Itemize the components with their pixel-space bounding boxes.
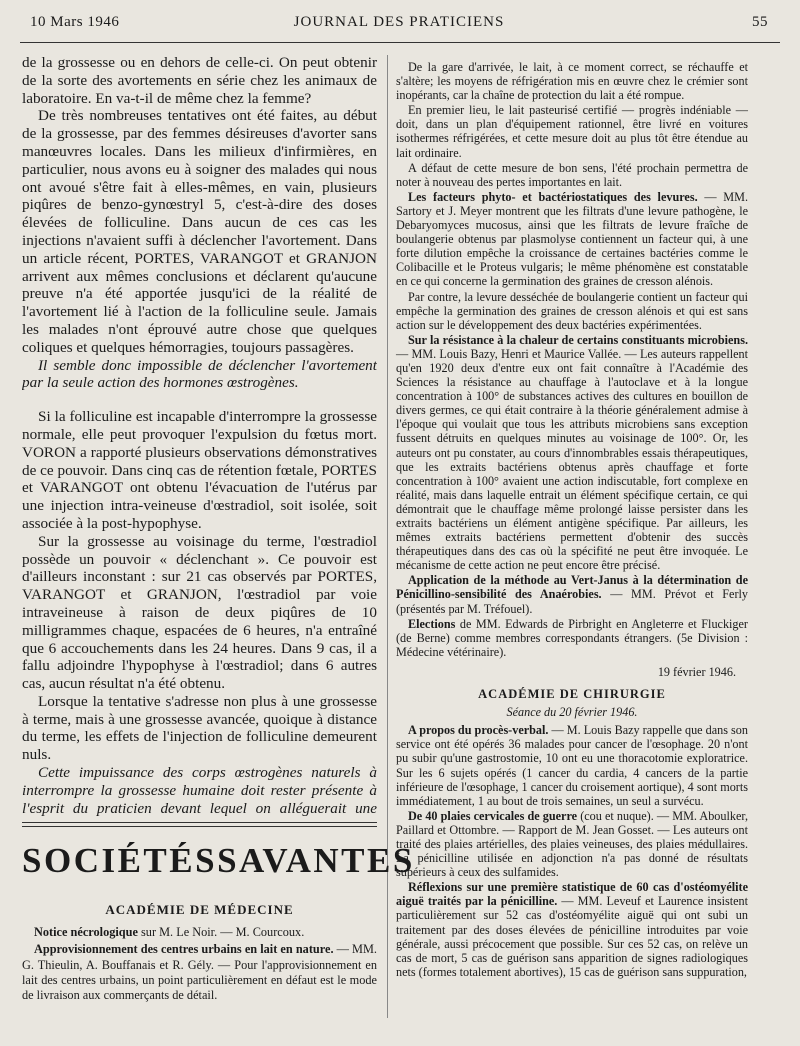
entry xyxy=(396,723,748,808)
title-word: SAVANTES xyxy=(217,841,415,880)
entry-text: — MM. Louis Bazy, Henri et Maurice Vallée. — Les auteurs rappellent qu'en 1920 deux d'entre eux ont fait connaître à l'Académie des Sciences la résistance au chauffage à l'autoclave et à la longue concentration à 100° de substances actives des cultures en bouillon de divers germes, ce qui était contraire à la théorie généralement admise à l'époque qui voulait que tous les attributs microbiens sans exception fussent détruits en quelques minutes au voisinage de 100°. Or, les auteurs ont pu constater, au cours d'innombrables essais thérapeutiques, que les extraits bactériens obtenus après chauffage et forte concentration à 100° avaient une action indiscutable, fort complexe en réalité, mais dans laquelle entrait un élément spécifique certain, ce qui démontrait que le chauffage même prolongé laisse persister dans les extraits bactériens un élément antigène spécifique. Par ailleurs, les mêmes extraits bactériens permettent d'obtenir des succès thérapeutiques dans des cas où la spécifité ne peut être invoquée. Le mécanisme de cette action ne peut encore être précisé. xyxy=(396,346,748,573)
entry-text: — MM. Sartory et J. Meyer montrent que les filtrats d'une levure pathogène, le Debaryomyces mucosus, ainsi que les filtrats de levure fraîche de boulangerie obtenus par plasmolyse contiennent un facteur qui, à une forte dilution empêche la croissance de certaines bactéries comme le Colibacille et le Proteus vulgaris; le même phénomène est constatable en ce qui concerne la germination des graines de cresson alénois. xyxy=(396,189,748,289)
paragraph: Cette impuissance des corps œstrogènes naturels à interrompre la grossesse humaine doit rester présente à l'esprit du praticien devant lequel on alléguerait une xyxy=(22,764,377,817)
paragraph: De la gare d'arrivée, le lait, à ce moment correct, se réchauffe et s'altère; les moyens de réfrigération mis en œuvre chez le crémier sont inopérants, car la chaîne de protection du lait a été rompue. xyxy=(396,60,748,103)
entry-text: — MM. Prévot et Ferly (présentés par M. Tréfouel). xyxy=(396,587,748,616)
academy-heading: ACADÉMIE DE MÉDECINE xyxy=(105,902,294,917)
entry-title: Notice nécrologique xyxy=(34,925,138,940)
entry xyxy=(396,190,748,289)
entry xyxy=(396,333,748,573)
right-column xyxy=(396,60,748,980)
header-rule xyxy=(20,42,780,43)
paragraph: En premier lieu, le lait pasteurisé certifié — progrès indéniable — doit, dans un plan d'équipement rationnel, être livré en voitures isothermes réfrigérées, et cette mesure doit au plus tôt être étendue au lait ordinaire. xyxy=(396,103,748,160)
title-word: SOCIÉTÉS xyxy=(22,841,218,880)
seance-date: Séance du 20 février 1946. xyxy=(506,705,638,720)
entry-title: Les facteurs phyto- et bactériostatiques des levures. xyxy=(408,189,698,204)
entry xyxy=(22,925,377,940)
societes-savantes-banner xyxy=(22,822,415,891)
academy-heading: ACADÉMIE DE CHIRURGIE xyxy=(478,687,666,702)
paragraph: Si la folliculine est incapable d'interrompre la grossesse normale, elle peut provoquer l'expulsion du fœtus mort. VORON a rapporté plusieurs observations démonstratives de ce pouvoir. Dans cinq cas de rétention fœtale, PORTES et VARANGOT ont obtenu l'évacuation de l'utérus par une injection intra-veineuse d'œstradiol, soit isolée, soit associée à la post-hypophyse. xyxy=(22,408,377,532)
entry-title: Application de la méthode au Vert-Janus à la détermination de Pénicillino-sensibilité des Anaérobies. xyxy=(396,573,748,602)
entry-title: De 40 plaies cervicales de guerre xyxy=(408,808,578,823)
entry xyxy=(396,880,748,979)
page-header xyxy=(30,14,768,38)
paragraph: Sur la grossesse au voisinage du terme, l'œstradiol possède un pouvoir « déclenchant ». Ce pouvoir est d'ailleurs inconstant : sur 21 cas observés par PORTES, VARANGOT et GRANJON, l'œstradiol par voie intraveineuse à raison de deux piqûres de 10 milligrammes chaque, espacées de 6 heures, n'a entraîné que 6 accouchements dans les 24 heures. Dans 9 cas, il a fallu adjoindre l'hypophyse à l'œstradiol; dans 6 autres cas, aucun résultat n'a été obtenu. xyxy=(22,532,377,693)
entry-text: — MM. G. Thieulin, A. Bouffanais et R. Gély. — Pour l'approvisionnement en lait des centres urbains, un point particulièrement en défaut est le mode de livraison aux commerçants de détail. xyxy=(22,942,377,1003)
entry-title: Sur la résistance à la chaleur de certains constituants microbiens. xyxy=(408,332,748,347)
paragraph: De très nombreuses tentatives ont été faites, au début de la grossesse, par des femmes désireuses d'avorter sans manœuvres locales. Dans les milieux d'infirmières, en particulier, nous avons eu à soigner des malades qui nous ont avoué s'être fait à elles-mêmes, en vain, plusieurs piqûres de benzo-gynœstryl 5, c'est-à-dire des doses élevées de folliculine. Dans aucun de ces cas les injections n'avaient suffi à déclencher l'avortement. Dans un article récent, PORTES, VARANGOT et GRANJON arrivent aux mêmes conclusions et déclarent qu'aucune preuve n'a été apportée jusqu'ici de la réalité de l'avortement lié à l'action de la folliculine seule. Jamais les malades n'ont éprouvé autre chose que quelques coliques et quelques hémorragies, toujours passagères. xyxy=(22,107,377,356)
paragraph: Par contre, la levure desséchée de boulangerie contient un facteur qui empêche la germination des graines de cresson alénois et qui est sans action sur le développement des deux bactéries expérimentées. xyxy=(396,289,748,332)
entry-title: Elections xyxy=(408,616,456,631)
entry-text: — MM. Leveuf et Laurence insistent particulièrement sur 52 cas d'ostéomyélite aiguë qui ont subi un traitement par des doses élevées de pénicilline introduites par voie générale, aussi précocement que possible. Sur ces 52 cas, on relève un cas de mort, 5 cas de guérison sans apparition de signes radiologiques nets (formes totalement abortives), 15 cas de guérison sans suppuration, xyxy=(396,894,748,979)
issue-date: 10 Mars 1946 xyxy=(30,14,120,30)
entry xyxy=(396,809,748,879)
left-column xyxy=(22,54,377,818)
entry xyxy=(396,617,748,659)
paragraph: de la grossesse ou en dehors de celle-ci. On peut obtenir de la sorte des avortements en série chez les animaux de laboratoire. En va-t-il de même chez la femme? xyxy=(22,54,377,107)
page-number: 55 xyxy=(752,14,768,30)
entry-title: Approvisionnement des centres urbains en lait en nature. xyxy=(34,942,334,957)
academie-medecine xyxy=(22,900,377,1005)
journal-title: JOURNAL DES PRATICIENS xyxy=(293,14,505,30)
section-title xyxy=(22,827,415,891)
entry xyxy=(396,573,748,615)
entry-text: (cou et nuque). — MM. Aboulker, Paillard et Ottombre. — Rapport de M. Jean Gosset. — Les auteurs ont traité des plaies artérielles, des plaies veineuses, des plaies médullaires. La pénicilline utilisée en adjonction n'a pas donné de résultats supérieurs à ceux des sulfamides. xyxy=(396,808,748,880)
paragraph: A défaut de cette mesure de bon sens, l'été prochain permettra de noter à nouveau des pertes importantes en lait. xyxy=(396,160,748,189)
entry-text: — M. Louis Bazy rappelle que dans son service ont été opérés 36 malades pour cancer de l'œsophage. 20 n'ont pu subir qu'une gastrostomie, 10 ont eu une thoracotomie exploratrice. Sur les 6 sujets opérés (1 cancer du cardia, 4 cancers de la partie inférieure de l'œsophage, 1 cancer du croisement aortique), 4 sont morts immédiatement, 1 au bout de trois semaines, un seul a survécu. xyxy=(396,723,748,808)
entry-title: A propos du procès-verbal. xyxy=(408,723,549,738)
entry-text: de MM. Edwards de Pirbright en Angleterre et Fluckiger (de Berne) comme membres correspondants étrangers. (5e Division : Médecine vétérinaire). xyxy=(396,616,748,659)
entry-text: sur M. Le Noir. — M. Courcoux. xyxy=(137,925,305,940)
paragraph: Lorsque la tentative s'adresse non plus à une grossesse à terme, mais à une grossesse avancée, quoique à distance du terme, les effets de l'injection de folliculine demeurent nuls. xyxy=(22,692,377,764)
session-date: 19 février 1946. xyxy=(657,664,736,679)
paragraph: Il semble donc impossible de déclencher l'avortement par la seule action des hormones œstrogènes. xyxy=(22,356,377,392)
banner-rule xyxy=(22,822,377,823)
entry xyxy=(22,942,377,1003)
entry-title: Réflexions sur une première statistique de 60 cas d'ostéomyélite aiguë traités par la pénicilline. xyxy=(396,880,748,909)
